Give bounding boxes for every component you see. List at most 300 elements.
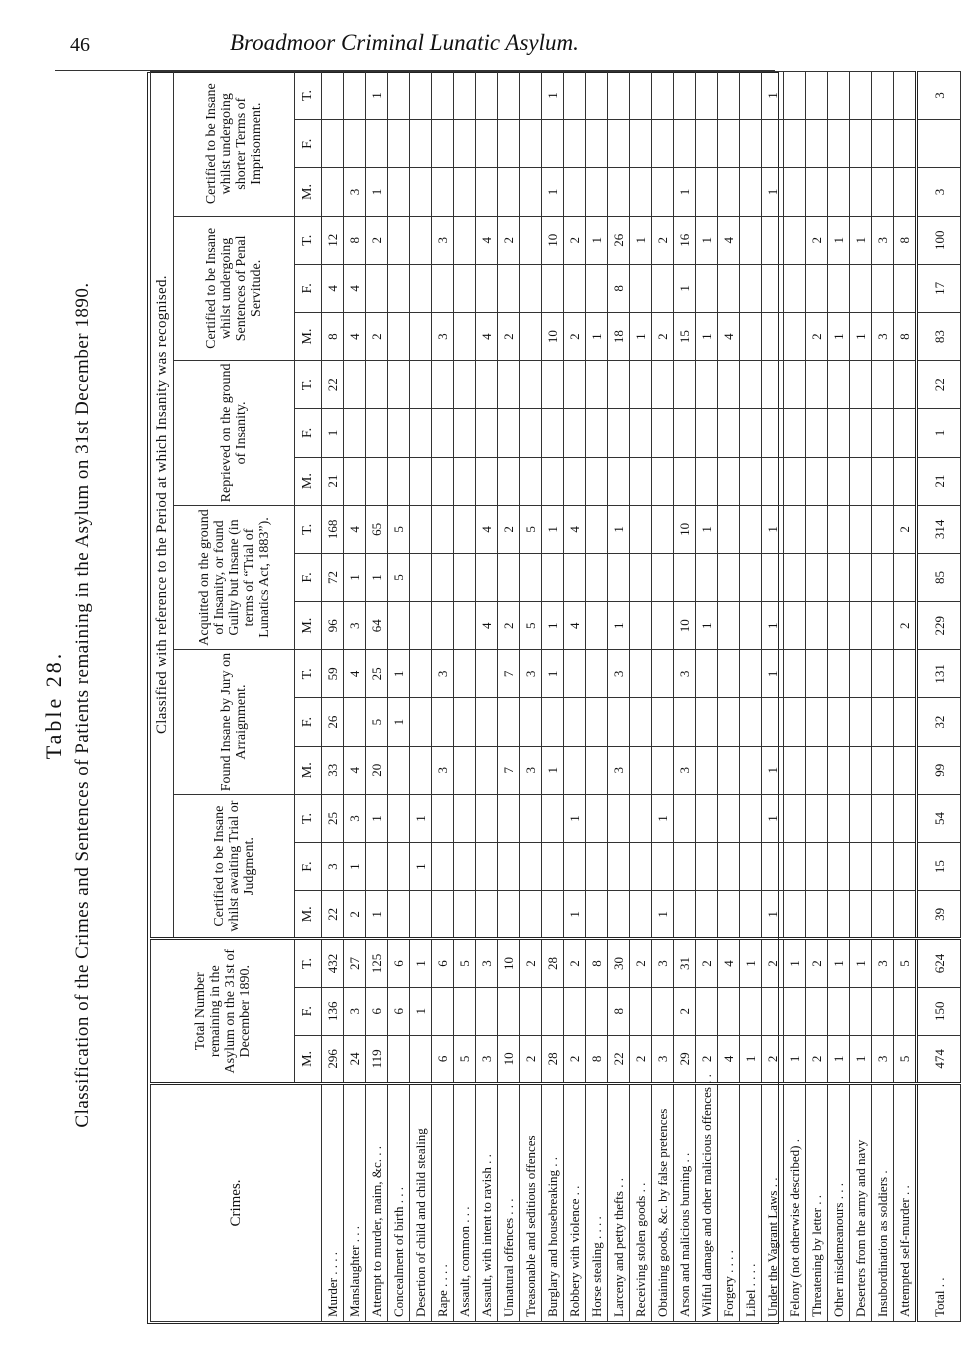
table-cell (454, 602, 476, 650)
table-cell (608, 71, 630, 119)
table-cell: 3 (872, 312, 894, 360)
table-cell: 2 (564, 1035, 586, 1083)
table-cell (828, 120, 850, 168)
table-cell: 4 (344, 650, 366, 698)
table-cell (630, 120, 652, 168)
table-cell (520, 120, 542, 168)
table-cell (454, 843, 476, 891)
crime-name: Deserters from the army and navy (850, 1084, 872, 1322)
sub-header-total: T. (295, 794, 322, 842)
table-cell: 136 (322, 987, 344, 1035)
table-cell (630, 264, 652, 312)
table-cell (762, 216, 784, 264)
table-cell: 3 (344, 987, 366, 1035)
table-cell (872, 698, 894, 746)
table-cell (806, 698, 828, 746)
table-cell (454, 120, 476, 168)
table-cell (828, 698, 850, 746)
table-cell (344, 409, 366, 457)
table-cell: 2 (564, 939, 586, 987)
table-cell: 1 (542, 602, 564, 650)
table-cell (718, 650, 740, 698)
table-cell (608, 553, 630, 601)
table-cell (542, 843, 564, 891)
table-cell (652, 843, 674, 891)
table-row (586, 71, 608, 1321)
table-cell: 72 (322, 553, 344, 601)
table-cell: 1 (674, 168, 696, 216)
table-cell (674, 843, 696, 891)
group-header-awaiting-trial: Certified to be Insane whilst awaiting Trial or Judgment. (174, 794, 295, 939)
table-cell (586, 650, 608, 698)
table-cell: 3 (432, 650, 454, 698)
table-cell (674, 457, 696, 505)
table-cell (586, 698, 608, 746)
table-cell (432, 505, 454, 553)
table-cell (586, 987, 608, 1035)
table-cell (828, 794, 850, 842)
table-cell (608, 698, 630, 746)
table-cell (586, 409, 608, 457)
table-cell (520, 312, 542, 360)
table-cell (718, 698, 740, 746)
table-cell (652, 698, 674, 746)
table-cell: 3 (674, 746, 696, 794)
table-cell (762, 409, 784, 457)
table-cell: 2 (344, 891, 366, 939)
table-cell (696, 746, 718, 794)
table-cell (806, 602, 828, 650)
table-cell (366, 457, 388, 505)
table-cell (850, 602, 872, 650)
table-row (894, 71, 917, 1321)
table-cell: 4 (718, 939, 740, 987)
table-cell: 4 (476, 602, 498, 650)
total-row (917, 71, 961, 1321)
table-cell (564, 361, 586, 409)
table-cell (806, 650, 828, 698)
sub-header-male: M. (295, 168, 322, 216)
table-cell: 2 (366, 312, 388, 360)
table-cell (454, 216, 476, 264)
table-cell (630, 168, 652, 216)
table-cell (410, 1035, 432, 1083)
table-cell: 4 (476, 505, 498, 553)
table-cell (454, 168, 476, 216)
table-cell (388, 891, 410, 939)
table-cell: 1 (850, 939, 872, 987)
table-cell (828, 71, 850, 119)
table-cell (718, 457, 740, 505)
table-cell: 5 (520, 602, 542, 650)
table-cell (806, 553, 828, 601)
table-cell (674, 71, 696, 119)
page-number: 46 (70, 34, 90, 56)
table-cell (432, 71, 454, 119)
table-cell (762, 457, 784, 505)
table-cell: 1 (850, 312, 872, 360)
table-cell (388, 457, 410, 505)
table-cell: 2 (696, 1035, 718, 1083)
table-cell: 10 (542, 216, 564, 264)
table-cell: 1 (388, 698, 410, 746)
table-cell (630, 553, 652, 601)
crime-name: Unnatural offences . . . (498, 1084, 520, 1322)
table-cell: 28 (542, 939, 564, 987)
table-cell (740, 312, 762, 360)
table-cell (652, 409, 674, 457)
table-cell: 1 (366, 71, 388, 119)
total-cell: 474 (917, 1035, 961, 1083)
table-cell: 30 (608, 939, 630, 987)
table-cell (498, 987, 520, 1035)
table-cell: 3 (476, 1035, 498, 1083)
table-cell (652, 361, 674, 409)
table-cell (630, 457, 652, 505)
table-cell: 20 (366, 746, 388, 794)
table-cell (894, 698, 917, 746)
table-cell: 4 (476, 312, 498, 360)
table-cell: 15 (674, 312, 696, 360)
sub-header-male: M. (295, 1035, 322, 1083)
table-cell: 22 (608, 1035, 630, 1083)
table-cell: 1 (762, 650, 784, 698)
table-cell (784, 312, 806, 360)
table-cell (586, 553, 608, 601)
table-cell: 8 (586, 939, 608, 987)
table-cell: 1 (344, 553, 366, 601)
table-cell (850, 553, 872, 601)
table-cell: 3 (652, 1035, 674, 1083)
table-cell (718, 602, 740, 650)
table-cell: 1 (762, 505, 784, 553)
sub-header-male: M. (295, 891, 322, 939)
table-cell (872, 987, 894, 1035)
table-cell (784, 843, 806, 891)
table-cell: 1 (674, 264, 696, 312)
table-cell (454, 505, 476, 553)
table-cell (586, 843, 608, 891)
table-cell (608, 168, 630, 216)
table-cell: 4 (322, 264, 344, 312)
table-cell (718, 987, 740, 1035)
table-cell (410, 746, 432, 794)
total-cell: 15 (917, 843, 961, 891)
table-cell (828, 264, 850, 312)
table-cell (454, 553, 476, 601)
table-cell (542, 361, 564, 409)
table-cell: 3 (872, 216, 894, 264)
table-cell: 5 (454, 1035, 476, 1083)
table-cell (784, 216, 806, 264)
crime-name: Other misdemeanours . . . (828, 1084, 850, 1322)
table-cell (476, 987, 498, 1035)
table-cell: 8 (322, 312, 344, 360)
table-cell (806, 409, 828, 457)
table-cell: 1 (696, 312, 718, 360)
table-cell (850, 505, 872, 553)
table-cell (432, 120, 454, 168)
table-cell: 125 (366, 939, 388, 987)
total-cell: 1 (917, 409, 961, 457)
table-cell (872, 120, 894, 168)
table-cell (806, 794, 828, 842)
table-row (696, 71, 718, 1321)
table-cell (696, 698, 718, 746)
table-row (432, 71, 454, 1321)
table-cell (630, 505, 652, 553)
table-cell (806, 746, 828, 794)
table-cell: 1 (696, 505, 718, 553)
table-cell (520, 168, 542, 216)
table-cell (454, 746, 476, 794)
table-cell: 5 (454, 939, 476, 987)
table-cell (674, 794, 696, 842)
table-cell: 1 (850, 216, 872, 264)
table-cell: 27 (344, 939, 366, 987)
crime-name: Obtaining goods, &c. by false pretences (652, 1084, 674, 1322)
table-cell (476, 650, 498, 698)
table-cell (630, 746, 652, 794)
table-cell (564, 457, 586, 505)
table-cell (894, 746, 917, 794)
table-cell: 1 (762, 891, 784, 939)
sub-header-total: T. (295, 505, 322, 553)
table-cell (828, 843, 850, 891)
table-cell: 22 (322, 891, 344, 939)
table-cell: 7 (498, 650, 520, 698)
table-cell (696, 409, 718, 457)
table-cell (520, 794, 542, 842)
table-cell (366, 843, 388, 891)
table-cell (784, 457, 806, 505)
table-cell: 1 (784, 939, 806, 987)
table-cell (586, 891, 608, 939)
table-cell (652, 505, 674, 553)
table-cell (894, 361, 917, 409)
table-cell: 168 (322, 505, 344, 553)
table-cell (872, 794, 894, 842)
table-cell (344, 698, 366, 746)
table-cell (388, 794, 410, 842)
table-cell: 2 (762, 939, 784, 987)
crime-name: Wilful damage and other malicious offences . . (696, 1084, 718, 1322)
crime-name: Concealment of birth . . . (388, 1084, 410, 1322)
table-cell (784, 168, 806, 216)
table-cell: 4 (718, 1035, 740, 1083)
table-cell (850, 746, 872, 794)
table-cell: 3 (432, 746, 454, 794)
table-cell (498, 794, 520, 842)
table-cell (828, 409, 850, 457)
total-cell: 150 (917, 987, 961, 1035)
table-cell (828, 505, 850, 553)
table-cell (828, 650, 850, 698)
table-cell (410, 312, 432, 360)
table-cell: 10 (674, 505, 696, 553)
table-row (806, 71, 828, 1321)
table-cell (740, 843, 762, 891)
table-cell (872, 843, 894, 891)
crime-name: Attempted self-murder . . (894, 1084, 917, 1322)
table-cell (432, 987, 454, 1035)
table-cell (564, 650, 586, 698)
table-cell (542, 264, 564, 312)
table-cell (498, 553, 520, 601)
table-cell (872, 457, 894, 505)
table-label: Table 28. (41, 650, 66, 760)
table-cell: 1 (608, 602, 630, 650)
table-cell: 3 (344, 168, 366, 216)
table-cell: 1 (366, 794, 388, 842)
table-cell (564, 264, 586, 312)
crimes-table (150, 71, 961, 1322)
table-cell: 1 (762, 168, 784, 216)
table-cell: 1 (344, 843, 366, 891)
table-cell: 4 (344, 264, 366, 312)
table-cell (476, 843, 498, 891)
table-cell (410, 120, 432, 168)
table-cell (652, 553, 674, 601)
table-cell: 1 (542, 505, 564, 553)
table-cell (806, 120, 828, 168)
sub-header-female: F. (295, 409, 322, 457)
table-cell: 24 (344, 1035, 366, 1083)
table-cell (850, 409, 872, 457)
table-cell: 1 (366, 553, 388, 601)
table-cell: 1 (322, 409, 344, 457)
table-cell (696, 457, 718, 505)
table-row (630, 71, 652, 1321)
table-cell: 2 (806, 312, 828, 360)
table-cell (872, 746, 894, 794)
table-cell (718, 120, 740, 168)
table-cell: 3 (608, 746, 630, 794)
table-row (718, 71, 740, 1321)
table-cell (674, 409, 696, 457)
group-header-imprisonment: Certified to be Insane whilst undergoing shorter Terms of Imprisonment. (174, 71, 295, 216)
table-cell: 2 (630, 1035, 652, 1083)
table-cell (388, 71, 410, 119)
table-cell (586, 602, 608, 650)
total-cell: 83 (917, 312, 961, 360)
crime-name: Horse stealing . . . . (586, 1084, 608, 1322)
table-cell (410, 264, 432, 312)
group-header-found-insane: Found Insane by Jury on Arraignment. (174, 650, 295, 795)
table-cell (630, 794, 652, 842)
table-cell: 33 (322, 746, 344, 794)
table-cell: 8 (608, 264, 630, 312)
table-cell (498, 698, 520, 746)
table-cell (586, 457, 608, 505)
table-row (498, 71, 520, 1321)
table-cell: 1 (696, 216, 718, 264)
table-cell (454, 409, 476, 457)
table-cell (740, 457, 762, 505)
table-cell (454, 312, 476, 360)
table-cell (344, 71, 366, 119)
crime-name: Libel . . . . (740, 1084, 762, 1322)
table-cell (740, 168, 762, 216)
table-cell (410, 698, 432, 746)
table-cell (784, 987, 806, 1035)
table-cell (432, 409, 454, 457)
table-cell (366, 409, 388, 457)
table-cell (564, 553, 586, 601)
table-row (674, 71, 696, 1321)
table-cell (520, 987, 542, 1035)
table-cell: 296 (322, 1035, 344, 1083)
table-cell (850, 794, 872, 842)
table-cell (696, 168, 718, 216)
crime-name: Receiving stolen goods . . (630, 1084, 652, 1322)
table-cell (718, 264, 740, 312)
table-cell: 1 (608, 505, 630, 553)
table-cell (388, 312, 410, 360)
table-cell (564, 409, 586, 457)
table-cell (784, 602, 806, 650)
crime-name: Larceny and petty thefts . . (608, 1084, 630, 1322)
table-cell (872, 168, 894, 216)
table-cell (432, 794, 454, 842)
table-cell (674, 698, 696, 746)
table-cell (652, 602, 674, 650)
crime-name: Forgery . . . . (718, 1084, 740, 1322)
table-cell (388, 361, 410, 409)
table-cell (630, 409, 652, 457)
table-cell (454, 891, 476, 939)
table-cell (388, 168, 410, 216)
table-cell: 31 (674, 939, 696, 987)
table-cell: 4 (476, 216, 498, 264)
table-cell: 2 (894, 505, 917, 553)
table-cell (542, 987, 564, 1035)
crime-name: Murder . . . . (322, 1084, 344, 1322)
table-cell: 2 (674, 987, 696, 1035)
crime-name: Felony (not otherwise described) . (784, 1084, 806, 1322)
table-cell (454, 698, 476, 746)
total-cell (917, 120, 961, 168)
table-cell (520, 264, 542, 312)
table-row (542, 71, 564, 1321)
crime-name: Burglary and housebreaking . . (542, 1084, 564, 1322)
table-cell: 2 (498, 312, 520, 360)
sub-header-male: M. (295, 457, 322, 505)
table-cell (564, 120, 586, 168)
table-cell (652, 746, 674, 794)
table-cell: 3 (520, 746, 542, 794)
table-cell (718, 891, 740, 939)
table-cell: 2 (696, 939, 718, 987)
table-cell (520, 457, 542, 505)
table-cell: 5 (894, 1035, 917, 1083)
table-cell (894, 987, 917, 1035)
table-cell (740, 71, 762, 119)
table-cell (828, 168, 850, 216)
table-cell (696, 361, 718, 409)
table-row (850, 71, 872, 1321)
table-cell: 2 (498, 505, 520, 553)
table-cell (476, 71, 498, 119)
table-cell (388, 602, 410, 650)
table-cell (718, 553, 740, 601)
table-cell (476, 409, 498, 457)
table-cell: 1 (762, 746, 784, 794)
table-cell: 28 (542, 1035, 564, 1083)
table-cell: 4 (344, 312, 366, 360)
table-cell (410, 361, 432, 409)
table-cell (520, 216, 542, 264)
